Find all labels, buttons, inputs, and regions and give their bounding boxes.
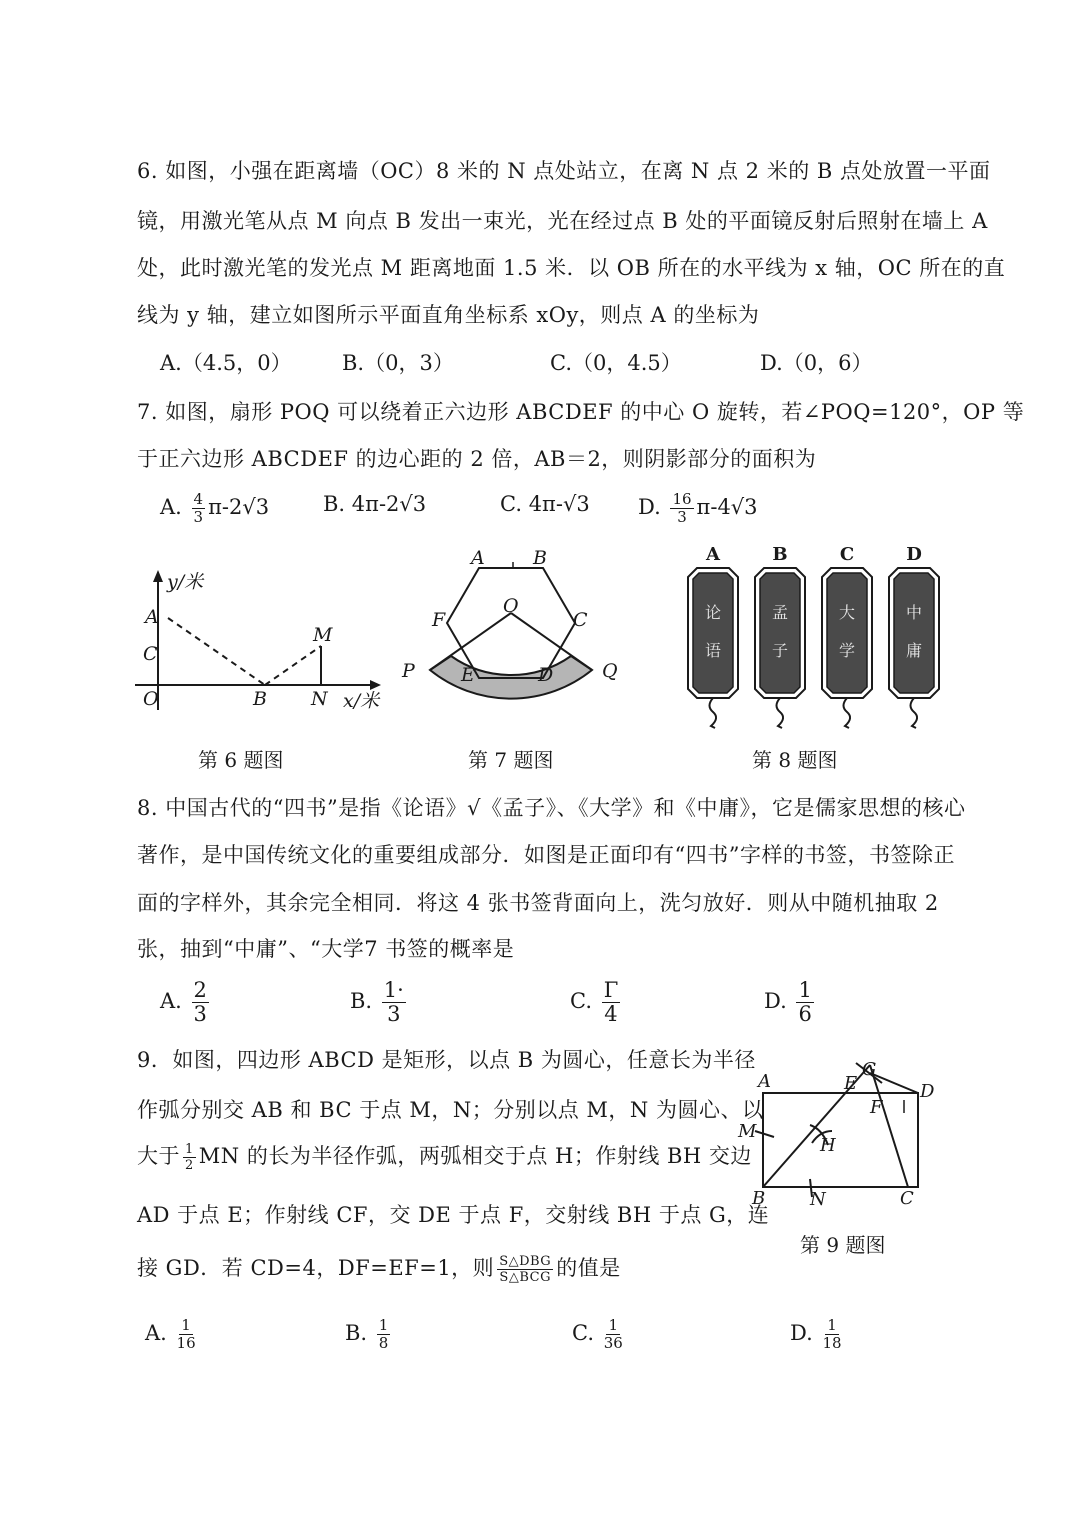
bookmark-char: 大	[838, 603, 856, 622]
numerator: 1·	[383, 978, 404, 1002]
q7-option-d-rest: π-4√3	[696, 495, 758, 519]
y-arrow-icon	[153, 570, 163, 582]
bookmark-char: 中	[905, 603, 923, 622]
denominator: 16	[176, 1334, 196, 1352]
bookmark-letter: D	[906, 544, 922, 565]
denominator: 2	[185, 1158, 194, 1173]
denominator: 3	[387, 1002, 401, 1026]
q9-line-5	[137, 1252, 621, 1284]
bookmark-b	[755, 544, 805, 728]
fraction-half	[183, 1143, 196, 1172]
label-e: E	[844, 1073, 858, 1094]
label-n: N	[311, 688, 328, 710]
label-b: B	[752, 1188, 766, 1209]
denominator: 6	[798, 1002, 812, 1026]
q9-line-5-suffix: 的值是	[556, 1256, 621, 1280]
label-o: O	[503, 595, 519, 617]
bookmark-tassel	[911, 698, 918, 728]
q9-option-a-label: A.	[145, 1321, 167, 1345]
bookmark-tassel	[777, 698, 784, 728]
q9-option-b-label: B.	[345, 1321, 368, 1345]
label-y-axis: y/米	[167, 571, 204, 593]
fraction	[192, 492, 206, 525]
q6-line-3: 处，此时激光笔的发光点 M 距离地面 1.5 米．以 OB 所在的水平线为 x 轴，OC 所在的直	[137, 256, 1006, 280]
q7-option-c-text: 4π-√3	[528, 492, 590, 516]
numerator: 16	[672, 490, 692, 508]
q9-line-5-text: 接 GD．若 CD=4，DF=EF=1，则	[137, 1256, 495, 1280]
label-f: F	[432, 609, 446, 631]
label-c: C	[573, 609, 588, 631]
label-m: M	[313, 624, 333, 646]
q7-line-2: 于正六边形 ABCDEF 的边心距的 2 倍，AB＝2，则阴影部分的面积为	[137, 447, 817, 471]
q8-option-d[interactable]	[764, 980, 817, 1025]
label-h: H	[820, 1135, 836, 1156]
bookmark-char: 学	[838, 641, 856, 660]
denominator: 3	[193, 508, 204, 526]
q9-line-3-prefix: 大于	[137, 1144, 180, 1168]
q9-line-3	[137, 1140, 752, 1172]
q6-line-1: 6. 如图，小强在距离墙（OC）8 米的 N 点处站立，在离 N 点 2 米的 B 点处放置一平面	[137, 159, 991, 183]
q8-line-3: 面的字样外，其余完全相同．将这 4 张书签背面向上，洗匀放好．则从中随机抽取 2	[137, 891, 939, 915]
figure-8-caption: 第 8 题图	[752, 748, 838, 772]
q6-option-c[interactable]: C.（0，4.5）	[550, 351, 682, 375]
q7-option-d-label: D.	[638, 495, 661, 519]
q9-line-4: AD 于点 E；作射线 CF，交 DE 于点 F，交射线 BH 于点 G，连	[137, 1203, 770, 1227]
q6-line-4: 线为 y 轴，建立如图所示平面直角坐标系 xOy，则点 A 的坐标为	[137, 303, 760, 327]
numerator: 1	[608, 1316, 618, 1334]
bookmark-letter: C	[839, 544, 855, 565]
q6-line-2: 镜，用激光笔从点 M 向点 B 发出一束光，光在经过点 B 处的平面镜反射后照射在墙上 A	[137, 209, 988, 233]
denominator: 3	[193, 1002, 207, 1026]
label-a: A	[471, 547, 485, 569]
q8-option-b[interactable]	[350, 980, 409, 1025]
bookmark-char: 子	[771, 641, 789, 660]
fraction	[670, 492, 693, 525]
q9-option-d[interactable]	[790, 1318, 845, 1351]
fraction	[604, 1318, 623, 1351]
label-c: C	[900, 1188, 914, 1209]
figure-9-caption: 第 9 题图	[800, 1233, 886, 1257]
x-arrow-icon	[370, 680, 381, 690]
q6-option-b[interactable]: B.（0，3）	[342, 351, 454, 375]
q8-option-a-label: A.	[160, 989, 182, 1013]
fraction	[602, 980, 621, 1025]
q6-option-d[interactable]: D.（0，6）	[760, 351, 873, 375]
figure-7-caption: 第 7 题图	[468, 748, 554, 772]
bookmark-tassel	[844, 698, 851, 728]
fraction	[382, 980, 406, 1025]
bookmark-char: 孟	[771, 603, 789, 622]
bookmark-face	[693, 573, 733, 693]
label-b: B	[533, 547, 547, 569]
q7-option-b[interactable]	[323, 492, 426, 516]
q8-option-d-label: D.	[764, 989, 787, 1013]
label-q: Q	[602, 660, 618, 682]
numerator: 1	[378, 1316, 389, 1334]
bookmark-char: 庸	[905, 641, 923, 660]
q8-option-b-label: B.	[350, 989, 373, 1013]
q8-line-1: 8. 中国古代的“四书”是指《论语》√《孟子》、《大学》和《中庸》，它是儒家思想的核心	[137, 796, 966, 820]
q7-option-a[interactable]	[160, 492, 269, 525]
label-e: E	[461, 664, 475, 686]
denominator: 4	[604, 1002, 618, 1026]
denominator: 18	[822, 1334, 842, 1352]
arc-m-mark	[755, 1131, 774, 1137]
label-f: F	[870, 1097, 883, 1118]
denominator: 3	[677, 508, 687, 526]
q8-option-c[interactable]	[570, 980, 623, 1025]
q9-line-1: 9．如图，四边形 ABCD 是矩形，以点 B 为圆心，任意长为半径	[137, 1048, 756, 1072]
fraction-ratio	[497, 1255, 553, 1284]
fraction	[192, 980, 209, 1025]
incident-ray	[168, 618, 265, 685]
q7-line-1: 7. 如图，扇形 POQ 可以绕着正六边形 ABCDEF 的中心 O 旋转，若∠POQ=120°，OP 等	[137, 400, 1025, 424]
q8-line-4: 张，抽到“中庸”、“大学7 书签的概率是	[137, 937, 515, 961]
q9-option-c[interactable]	[572, 1318, 626, 1351]
bookmark-face	[894, 573, 934, 693]
q7-option-d[interactable]	[638, 492, 758, 525]
q9-line-3-text: MN 的长为半径作弧，两弧相交于点 H；作射线 BH 交边	[198, 1144, 752, 1168]
q7-option-b-text: 4π-2√3	[351, 492, 427, 516]
q6-option-a[interactable]: A.（4.5，0）	[160, 351, 292, 375]
q7-option-c-label: C.	[500, 492, 522, 516]
q7-option-a-rest: π-2√3	[208, 495, 270, 519]
reflected-ray	[265, 646, 321, 685]
denominator: 36	[603, 1334, 623, 1352]
fraction	[822, 1318, 841, 1351]
bookmark-face	[827, 573, 867, 693]
rectangle-abcd	[763, 1093, 918, 1187]
bookmark-char: 语	[704, 641, 722, 660]
figure-8	[680, 540, 950, 735]
label-a: A	[758, 1071, 771, 1092]
bookmark-d	[889, 544, 939, 728]
q9-option-c-label: C.	[572, 1321, 594, 1345]
numerator: Γ	[603, 978, 619, 1002]
fraction	[377, 1318, 391, 1351]
numerator: S△DBG	[499, 1254, 552, 1269]
bookmark-c	[822, 544, 872, 728]
label-b: B	[253, 688, 267, 710]
q7-option-c[interactable]	[500, 492, 590, 516]
q9-option-a[interactable]	[145, 1318, 199, 1351]
figure-6-caption: 第 6 题图	[198, 748, 284, 772]
ray-cf	[870, 1065, 908, 1187]
hexagon	[447, 568, 575, 678]
label-n: N	[810, 1189, 826, 1210]
q8-option-c-label: C.	[570, 989, 592, 1013]
q9-option-b[interactable]	[345, 1318, 393, 1351]
numerator: 1	[181, 1316, 191, 1334]
bookmark-letter: A	[706, 544, 720, 565]
bookmark-char: 论	[704, 603, 722, 622]
figure-6	[125, 560, 395, 720]
fraction	[796, 980, 813, 1025]
bookmark-tassel	[710, 698, 717, 728]
label-x-axis: x/米	[343, 690, 380, 712]
numerator: 1	[798, 978, 812, 1002]
bookmark-letter: B	[772, 544, 788, 565]
q7-option-b-label: B.	[323, 492, 346, 516]
label-g: G	[862, 1059, 877, 1080]
fraction	[177, 1318, 196, 1351]
q9-line-2: 作弧分别交 AB 和 BC 于点 M，N；分别以点 M，N 为圆心、以	[137, 1098, 764, 1122]
label-o: O	[143, 688, 159, 710]
label-a: A	[145, 606, 159, 628]
bookmark-face	[760, 573, 800, 693]
denominator: S△BCG	[499, 1270, 551, 1285]
q8-line-2: 著作，是中国传统文化的重要组成部分．如图是正面印有“四书”字样的书签，书签除正	[137, 843, 955, 867]
label-c: C	[143, 643, 158, 665]
q8-option-a[interactable]	[160, 980, 212, 1025]
label-p: P	[402, 660, 415, 682]
figure-9	[730, 1055, 940, 1215]
figure-7	[395, 540, 625, 735]
q9-option-d-label: D.	[790, 1321, 813, 1345]
numerator: 4	[193, 490, 204, 508]
bookmarks	[688, 544, 939, 728]
label-d: D	[920, 1081, 935, 1102]
bookmark-a	[688, 544, 738, 728]
denominator: 8	[378, 1334, 389, 1352]
label-m: M	[738, 1121, 757, 1142]
label-d: D	[538, 664, 554, 686]
q7-option-a-label: A.	[160, 495, 182, 519]
numerator: 1	[827, 1316, 837, 1334]
numerator: 2	[193, 978, 207, 1002]
numerator: 1	[185, 1142, 194, 1157]
